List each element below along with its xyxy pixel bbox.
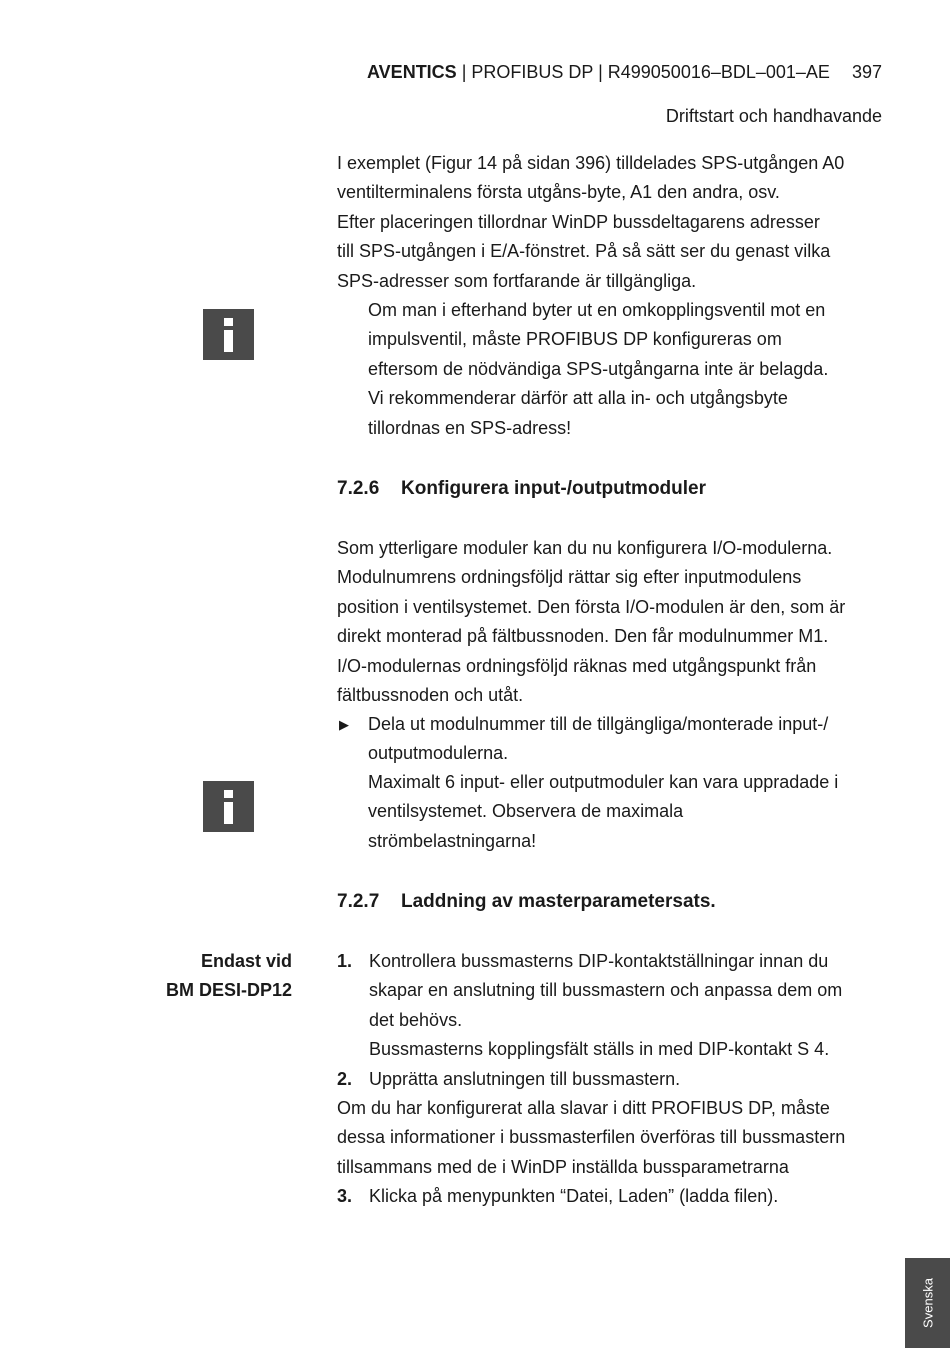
page-header: [367, 62, 882, 83]
bullet-arrow-icon: ▶: [339, 717, 349, 732]
section-heading-7-2-7: [337, 891, 716, 913]
text-line: impulsventil, måste PROFIBUS DP konfigureras om: [368, 329, 782, 350]
text-line: Modulnumrens ordningsföljd rättar sig efter inputmodulens: [337, 567, 802, 588]
margin-note-line: Endast vid: [200, 951, 292, 971]
step-number: 3.: [337, 1186, 353, 1206]
section-title: Konfigurera input-/outputmoduler: [401, 478, 707, 499]
text-line: fältbussnoden och utåt.: [337, 685, 524, 706]
text-line: Klicka på menypunkten “Datei, Laden” (ladda filen).: [369, 1186, 779, 1206]
text-line: Vi rekommenderar därför att alla in- och utgångsbyte: [368, 388, 788, 409]
section-title: Laddning av masterparametersats.: [401, 891, 716, 912]
text-line: ventilsystemet. Observera de maximala: [368, 801, 684, 822]
text-line: position i ventilsystemet. Den första I/O-modulen är den, som är: [337, 596, 846, 617]
text-line: ventilterminalens första utgåns-byte, A1 den andra, osv.: [337, 182, 780, 203]
text-line: Kontrollera bussmasterns DIP-kontaktställningar innan du: [369, 951, 829, 971]
language-tab-label: Svenska: [920, 1278, 935, 1328]
step-number: 1.: [337, 951, 353, 971]
text-line: I/O-modulernas ordningsföljd räknas med utgångspunkt från: [337, 655, 817, 676]
document-title: | PROFIBUS DP | R499050016–BDL–001–AE: [456, 62, 830, 82]
intro-paragraph: [337, 149, 892, 296]
section-number: 7.2.6: [337, 478, 380, 499]
text-line: tillsammans med de i WinDP inställda bussparametrarna: [337, 1156, 789, 1177]
text-line: Om du har konfigurerat alla slavar i ditt PROFIBUS DP, måste: [337, 1098, 830, 1118]
text-line: Efter placeringen tillordnar WinDP bussdeltagarens adresser: [337, 211, 820, 232]
text-line: Bussmasterns kopplingsfält ställs in med DIP-kontakt S 4.: [369, 1039, 830, 1060]
section-heading-7-2-6: [337, 478, 706, 500]
section-paragraph: [337, 534, 892, 710]
text-line: Om man i efterhand byter ut en omkopplingsventil mot en: [368, 300, 826, 320]
text-line: Som ytterligare moduler kan du nu konfigurera I/O-modulerna.: [337, 538, 833, 558]
info-icon: [203, 781, 254, 832]
text-line: strömbelastningarna!: [368, 830, 537, 851]
info-note: [368, 768, 838, 856]
text-line: Maximalt 6 input- eller outputmoduler kan vara uppradade i: [368, 772, 839, 792]
text-line: SPS-adresser som fortfarande är tillgängliga.: [337, 270, 697, 291]
info-icon: [203, 309, 254, 360]
text-line: outputmodulerna.: [368, 743, 509, 764]
text-line: Dela ut modulnummer till de tillgängliga/monterade input-/: [368, 714, 829, 734]
margin-note-line: BM DESI-DP12: [165, 980, 292, 1001]
text-line: tillordnas en SPS-adress!: [368, 417, 572, 438]
text-line: direkt monterad på fältbussnoden. Den får modulnummer M1.: [337, 626, 829, 647]
text-line: det behövs.: [369, 1009, 463, 1030]
section-number: 7.2.7: [337, 891, 380, 912]
page-number: 397: [851, 62, 882, 82]
text-line: dessa informationer i bussmasterfilen överföras till bussmastern: [337, 1127, 846, 1148]
text-line: Upprätta anslutningen till bussmastern.: [369, 1069, 681, 1089]
text-line: till SPS-utgången i E/A-fönstret. På så sätt ser du genast vilka: [337, 241, 831, 262]
margin-note: [166, 947, 292, 1006]
info-note: [368, 296, 828, 443]
section-paragraph: [337, 1094, 892, 1182]
text-line: eftersom de nödvändiga SPS-utgångarna inte är belagda.: [368, 358, 829, 379]
language-tab: [905, 1258, 950, 1348]
text-line: skapar en anslutning till bussmastern och anpassa dem om: [369, 980, 843, 1001]
chapter-title: Driftstart och handhavande: [665, 106, 882, 126]
text-line: I exemplet (Figur 14 på sidan 396) tilldelades SPS-utgången A0: [337, 153, 845, 173]
brand-name: AVENTICS: [367, 62, 457, 82]
step-number: 2.: [337, 1069, 353, 1089]
